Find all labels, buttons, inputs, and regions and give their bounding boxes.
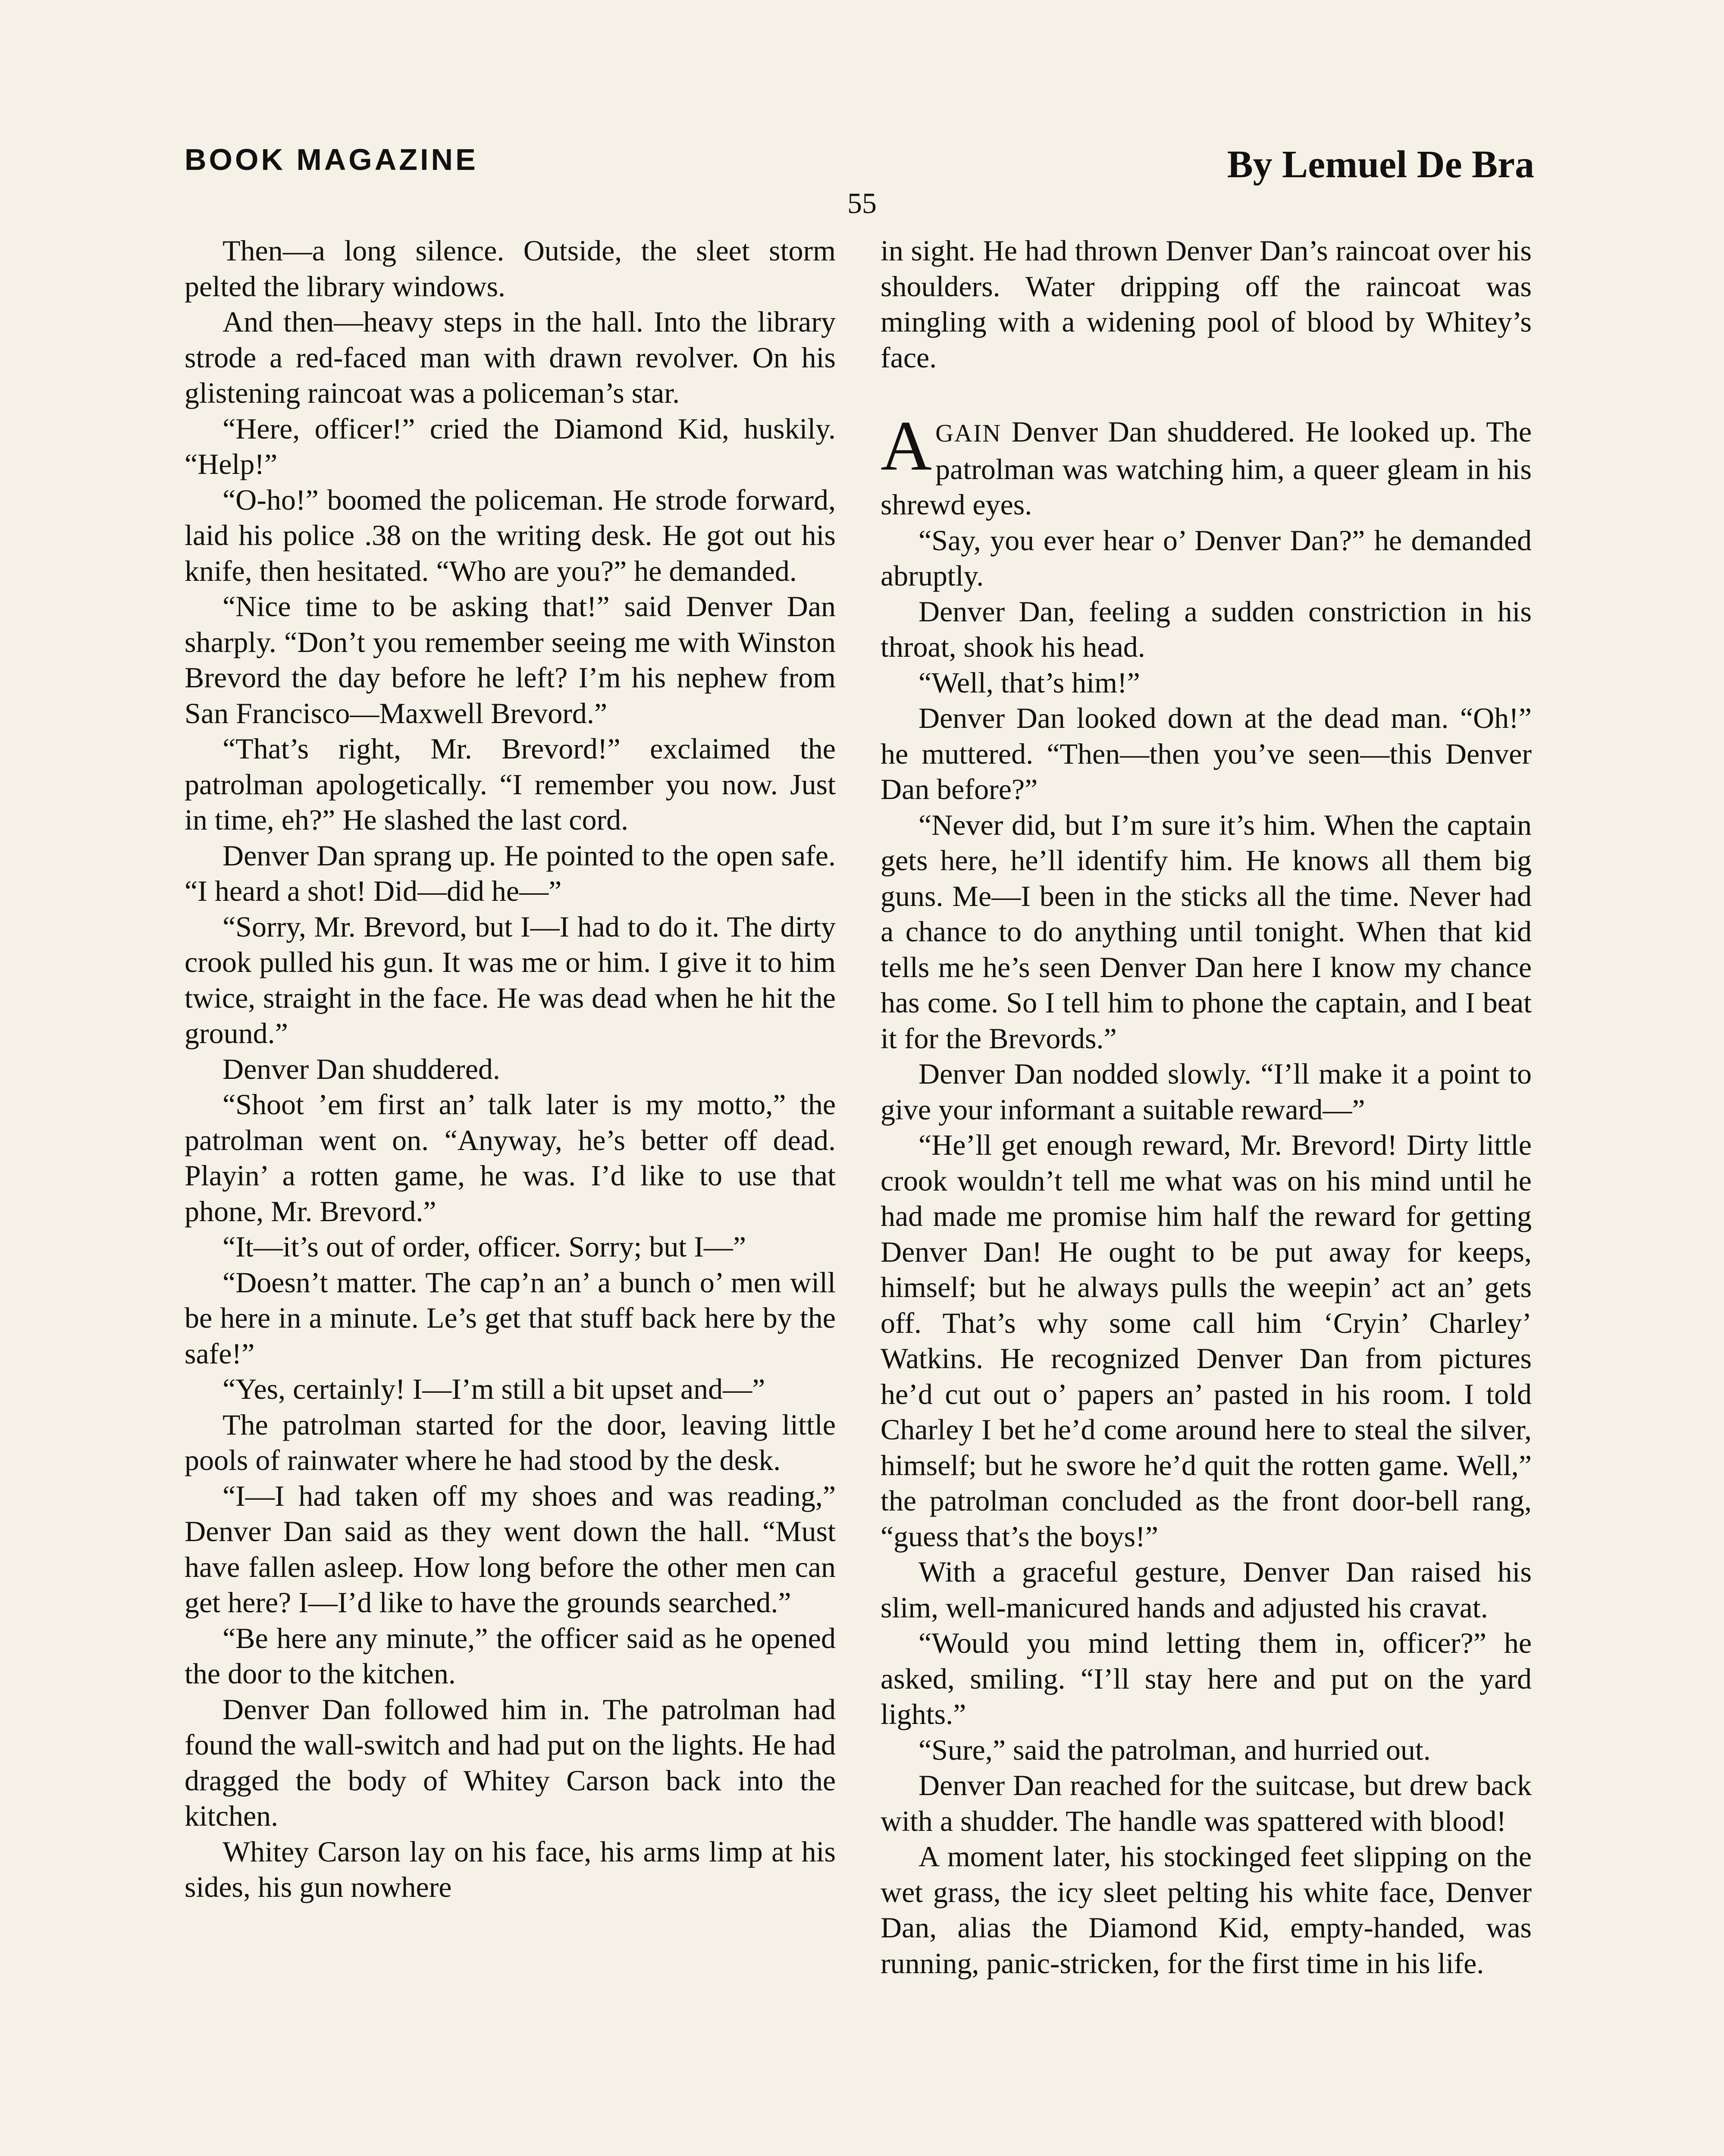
paragraph: “O-ho!” boomed the policeman. He strode forward, laid his police .38 on the writing desk. He got out his knife, then hesitated. “Who are you?” he demanded. xyxy=(185,483,836,587)
right-column xyxy=(881,233,1532,1981)
paragraph: “He’ll get enough reward, Mr. Brevord! Dirty little crook wouldn’t tell me what was on his mind until he had made me promise him half the reward for getting Denver Dan! He ought to be put away for keeps, himself; but he always pulls the weepin’ act an’ gets off. That’s why some call him ‘Cryin’ Charley’ Watkins. He recognized Denver Dan from pictures he’d cut out o’ papers an’ pasted in his room. I told Charley I bet he’d come around here to steal the silver, himself; but he swore he’d quit the rotten game. Well,” the patrolman concluded as the front door-bell rang, “guess that’s the boys!” xyxy=(881,1128,1532,1553)
paragraph: Denver Dan sprang up. He pointed to the open safe. “I heard a shot! Did—did he—” xyxy=(185,839,836,907)
paragraph: A moment later, his stockinged feet slipping on the wet grass, the icy sleet pelting his white face, Denver Dan, alias the Diamond Kid, empty-handed, was running, panic-stricken, for the first time in his life. xyxy=(881,1840,1532,1980)
paragraph: “Would you mind letting them in, officer?” he asked, smiling. “I’ll stay here and put on the yard lights.” xyxy=(881,1626,1532,1730)
paragraph: Denver Dan, feeling a sudden constriction in his throat, shook his head. xyxy=(881,595,1532,663)
paragraph: “Nice time to be asking that!” said Denver Dan sharply. “Don’t you remember seeing me with Winston Brevord the day before he left? I’m his nephew from San Francisco—Maxwell Brevord.” xyxy=(185,590,836,730)
paragraph: And then—heavy steps in the hall. Into the library strode a red-faced man with drawn revolver. On his glistening raincoat was a policeman’s star. xyxy=(185,305,836,409)
paragraph: “It—it’s out of order, officer. Sorry; but I—” xyxy=(223,1230,746,1263)
paragraph: The patrolman started for the door, leaving little pools of rainwater where he had stood by the desk. xyxy=(185,1408,836,1476)
paragraph: “Here, officer!” cried the Diamond Kid, huskily. “Help!” xyxy=(185,412,836,480)
paragraph: Denver Dan nodded slowly. “I’ll make it a point to give your informant a suitable reward—” xyxy=(881,1057,1532,1126)
paragraph: “Shoot ’em first an’ talk later is my motto,” the patrolman went on. “Anyway, he’s better off dead. Playin’ a rotten game, he was. I’d like to use that phone, Mr. Brevord.” xyxy=(185,1088,836,1228)
paragraph: With a graceful gesture, Denver Dan raised his slim, well-manicured hands and adjusted his cravat. xyxy=(881,1555,1532,1624)
paragraph: “Sorry, Mr. Brevord, but I—I had to do it. The dirty crook pulled his gun. It was me or him. I give it to him twice, straight in the face. He was dead when he hit the ground.” xyxy=(185,910,836,1050)
paragraph: Whitey Carson lay on his face, his arms limp at his sides, his gun nowhere xyxy=(185,1835,836,1903)
page-number: 55 xyxy=(847,187,877,219)
left-column xyxy=(185,233,836,1905)
section-opening-paragraph xyxy=(881,406,1532,523)
paragraph: Denver Dan followed him in. The patrolman had found the wall-switch and had put on the lights. He had dragged the body of Whitey Carson back into the kitchen. xyxy=(185,1692,836,1832)
paragraph: “I—I had taken off my shoes and was reading,” Denver Dan said as they went down the hall. “Must have fallen asleep. How long before the other men can get here? I—I’d like to have the grounds searched.” xyxy=(185,1479,836,1619)
small-caps-word: GAIN xyxy=(935,419,1002,447)
paragraph: “Sure,” said the patrolman, and hurried out. xyxy=(918,1733,1431,1766)
paragraph: Denver Dan looked down at the dead man. “Oh!” he muttered. “Then—then you’ve seen—this Denver Dan before?” xyxy=(881,702,1532,805)
paragraph: “Well, that’s him!” xyxy=(918,666,1140,699)
author-byline: By Lemuel De Bra xyxy=(1227,143,1534,186)
paragraph: “Be here any minute,” the officer said as he opened the door to the kitchen. xyxy=(185,1621,836,1690)
paragraph: Denver Dan reached for the suitcase, but drew back with a shudder. The handle was spattered with blood! xyxy=(881,1769,1532,1837)
paragraph: “Doesn’t matter. The cap’n an’ a bunch o’ men will be here in a minute. Le’s get that stuff back here by the safe!” xyxy=(185,1266,836,1370)
paragraph: “Say, you ever hear o’ Denver Dan?” he demanded abruptly. xyxy=(881,523,1532,592)
magazine-title: BOOK MAGAZINE xyxy=(185,143,478,176)
paragraph: in sight. He had thrown Denver Dan’s raincoat over his shoulders. Water dripping off the raincoat was mingling with a widening pool of blood by Whitey’s face. xyxy=(881,234,1532,374)
section-opening-text: Denver Dan shuddered. He looked up. The patrolman was watching him, a queer gleam in his shrewd eyes. xyxy=(881,415,1532,521)
paragraph: “That’s right, Mr. Brevord!” exclaimed the patrolman apologetically. “I remember you now. Just in time, eh?” He slashed the last cord. xyxy=(185,732,836,836)
paragraph: Then—a long silence. Outside, the sleet storm pelted the library windows. xyxy=(185,234,836,303)
paragraph: Denver Dan shuddered. xyxy=(223,1052,500,1085)
section-break xyxy=(881,375,1532,414)
drop-cap: A xyxy=(881,406,932,485)
paragraph: “Yes, certainly! I—I’m still a bit upset and—” xyxy=(223,1373,765,1405)
paragraph: “Never did, but I’m sure it’s him. When the captain gets here, he’ll identify him. He knows all them big guns. Me—I been in the sticks all the time. Never had a chance to do anything until tonight. When that kid tells me he’s seen Denver Dan here I know my chance has come. So I tell him to phone the captain, and I beat it for the Brevords.” xyxy=(881,808,1532,1055)
